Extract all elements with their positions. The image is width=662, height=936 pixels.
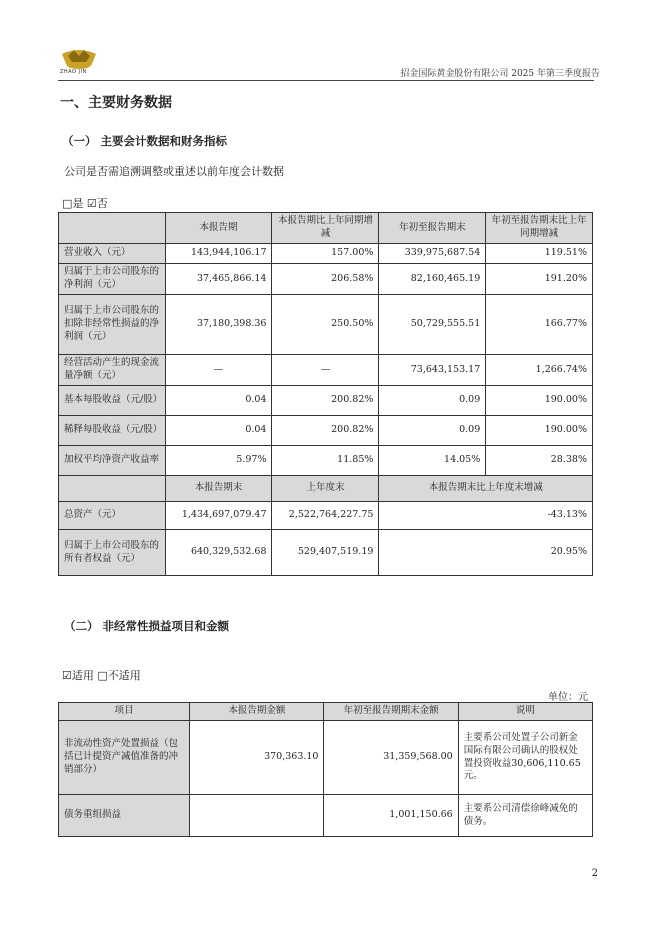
row-label: 归属于上市公司股东的扣除非经常性损益的净利润（元） [59, 295, 166, 355]
table-cell: 0.04 [165, 386, 272, 416]
header-cell: 年初至报告期末 [379, 213, 486, 244]
header-cell: 本报告期末 [165, 476, 272, 502]
page-number: 2 [591, 868, 598, 879]
restatement-options: □是 ☑否 [62, 197, 108, 210]
table-cell: 0.09 [379, 416, 486, 446]
table-cell: 119.51% [486, 244, 593, 264]
table-cell: 370,363.10 [190, 721, 324, 795]
table-row [59, 355, 593, 386]
row-label: 非流动性资产处置损益（包括已计提资产减值准备的冲销部分） [59, 721, 190, 795]
table-cell: 37,465,866.14 [165, 264, 272, 295]
table-cell: 50,729,555.51 [379, 295, 486, 355]
table-cell: 0.09 [379, 386, 486, 416]
table-cell: 28.38% [486, 446, 593, 476]
table-cell: 1,001,150.66 [324, 795, 458, 837]
row-label: 营业收入（元） [59, 244, 166, 264]
table-cell: 0.04 [165, 416, 272, 446]
header-cell: 本报告期末比上年度末增减 [379, 476, 593, 502]
row-label: 加权平均净资产收益率 [59, 446, 166, 476]
row-label: 经营活动产生的现金流量净额（元） [59, 355, 166, 386]
table-header-row [59, 213, 593, 244]
table-header-row [59, 476, 593, 502]
table-row [59, 502, 593, 530]
header-cell: 年初至报告期末比上年同期增减 [486, 213, 593, 244]
row-label: 总资产（元） [59, 502, 166, 530]
table-row [59, 244, 593, 264]
header-cell [59, 476, 166, 502]
table-row [59, 721, 593, 795]
table-cell: 190.00% [486, 386, 593, 416]
table-cell: 339,975,687.54 [379, 244, 486, 264]
table-cell: 190.00% [486, 416, 593, 446]
header-cell: 项目 [59, 703, 190, 721]
table-cell: 73,643,153.17 [379, 355, 486, 386]
financial-data-table [58, 212, 593, 576]
header-cell [59, 213, 166, 244]
table-cell: -43.13% [379, 502, 593, 530]
table-cell: 1,434,697,079.47 [165, 502, 272, 530]
subsection-title-1: （一） 主要会计数据和财务指标 [62, 134, 228, 148]
table-row [59, 446, 593, 476]
table-row [59, 295, 593, 355]
header-cell: 上年度末 [272, 476, 379, 502]
table-header-row [59, 703, 593, 721]
row-label: 稀释每股收益（元/股） [59, 416, 166, 446]
header-cell: 说明 [458, 703, 592, 721]
table-cell: 157.00% [272, 244, 379, 264]
logo-text: ZHAO JIN [60, 69, 87, 75]
table-cell: 200.82% [272, 416, 379, 446]
table-cell: 主要系公司清偿徐峰减免的债务。 [458, 795, 592, 837]
table-cell: 5.97% [165, 446, 272, 476]
table-cell: 640,329,532.68 [165, 530, 272, 576]
applicable-options: ☑适用 □不适用 [62, 669, 141, 682]
table-cell: 206.58% [272, 264, 379, 295]
table-row [59, 795, 593, 837]
header-cell: 年初至报告期期末金额 [324, 703, 458, 721]
table-cell: — [272, 355, 379, 386]
table-cell: 200.82% [272, 386, 379, 416]
row-label: 归属于上市公司股东的所有者权益（元） [59, 530, 166, 576]
subsection-title-2: （二） 非经常性损益项目和金额 [64, 619, 230, 633]
document-header-title: 招金国际黄金股份有限公司 2025 年第三季度报告 [400, 69, 600, 79]
table-cell: 11.85% [272, 446, 379, 476]
header-cell: 本报告期金额 [190, 703, 324, 721]
table-cell: 14.05% [379, 446, 486, 476]
non-recurring-items-table [58, 702, 593, 837]
table-cell: — [165, 355, 272, 386]
table-cell: 37,180,398.36 [165, 295, 272, 355]
table-row [59, 264, 593, 295]
table-cell: 191.20% [486, 264, 593, 295]
table-cell: 1,266.74% [486, 355, 593, 386]
table-cell: 143,944,106.17 [165, 244, 272, 264]
unit-label: 单位：元 [548, 692, 588, 703]
row-label: 债务重组损益 [59, 795, 190, 837]
table-row [59, 530, 593, 576]
table-row [59, 386, 593, 416]
row-label: 基本每股收益（元/股） [59, 386, 166, 416]
table-cell: 250.50% [272, 295, 379, 355]
restatement-question: 公司是否需追溯调整或重述以前年度会计数据 [64, 165, 284, 178]
header-cell: 本报告期比上年同期增减 [272, 213, 379, 244]
header-divider [58, 80, 594, 81]
table-cell: 529,407,519.19 [272, 530, 379, 576]
table-cell [190, 795, 324, 837]
section-title: 一、主要财务数据 [60, 95, 172, 111]
table-cell: 82,160,465.19 [379, 264, 486, 295]
table-cell: 主要系公司处置子公司新金国际有限公司确认的股权处置投资收益30,606,110.65元。 [458, 721, 592, 795]
table-row [59, 416, 593, 446]
table-cell: 31,359,568.00 [324, 721, 458, 795]
table-cell: 166.77% [486, 295, 593, 355]
table-cell: 2,522,764,227.75 [272, 502, 379, 530]
table-cell: 20.95% [379, 530, 593, 576]
row-label: 归属于上市公司股东的净利润（元） [59, 264, 166, 295]
header-cell: 本报告期 [165, 213, 272, 244]
